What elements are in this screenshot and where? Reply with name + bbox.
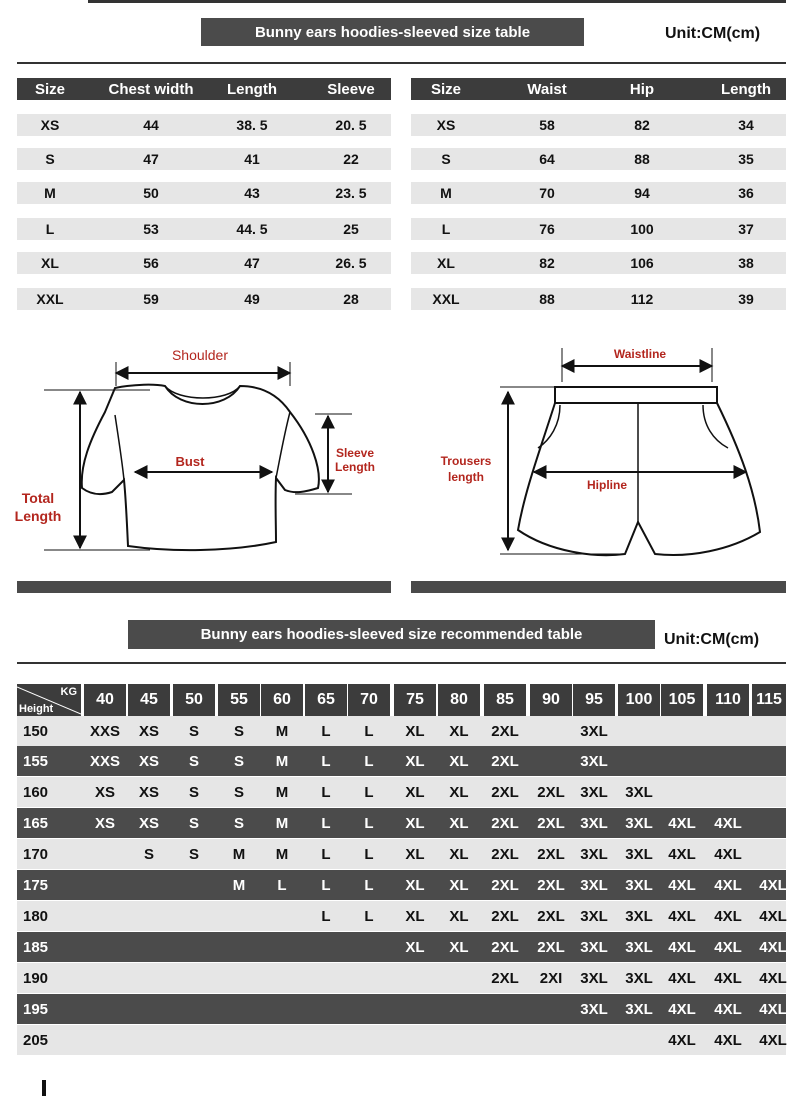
top-size-cell: 44. 5 — [236, 221, 268, 237]
recommend-size-cell: 3XL — [580, 969, 608, 987]
top-size-table — [17, 78, 391, 318]
trousers-length-label: Trousers length — [440, 454, 492, 484]
bottom-size-row — [411, 288, 786, 310]
recommend-size-cell: M — [275, 845, 289, 863]
corner-cell — [17, 684, 81, 716]
bottom-size-cell: 94 — [634, 185, 650, 201]
height-cell: 160 — [23, 783, 49, 801]
top-size-row — [17, 114, 391, 136]
bottom-size-header-cell: Length — [721, 80, 771, 98]
recommend-size-cell: XS — [138, 722, 159, 740]
weight-header-cell: 85 — [484, 684, 526, 716]
recommend-row — [17, 870, 786, 900]
top-size-cell: 44 — [143, 117, 159, 133]
recommend-size-cell: S — [233, 722, 244, 740]
recommend-size-cell: XS — [138, 783, 159, 801]
bottom-size-table — [411, 78, 786, 318]
top-size-cell: 41 — [244, 151, 260, 167]
recommend-size-cell: XL — [449, 722, 469, 740]
recommend-size-cell: 4XL — [759, 938, 787, 956]
bottom-size-row — [411, 148, 786, 170]
recommend-size-cell: 3XL — [580, 814, 608, 832]
recommend-size-cell: 3XL — [625, 938, 653, 956]
height-cell: 185 — [23, 938, 49, 956]
recommend-unit-label: Unit:CM(cm) — [664, 631, 760, 648]
bottom-size-cell: 37 — [738, 221, 754, 237]
bottom-size-row — [411, 218, 786, 240]
recommend-size-cell: M — [275, 783, 289, 801]
size-table-title: Bunny ears hoodies-sleeved size table — [201, 18, 584, 46]
recommend-size-cell: M — [275, 752, 289, 770]
top-size-cell: 38. 5 — [236, 117, 268, 133]
recommend-row — [17, 932, 786, 962]
recommend-size-cell: XL — [405, 722, 425, 740]
recommend-size-cell: XL — [405, 876, 425, 894]
shoulder-label: Shoulder — [171, 347, 229, 363]
recommend-size-cell: 2XI — [539, 969, 563, 987]
recommend-size-cell: XL — [449, 938, 469, 956]
bottom-size-cell: 35 — [738, 151, 754, 167]
recommend-size-cell: XS — [138, 752, 159, 770]
bottom-size-cell: 100 — [630, 221, 654, 237]
recommend-size-cell: 3XL — [625, 876, 653, 894]
bottom-mark — [42, 1080, 46, 1096]
recommend-size-cell: 2XL — [491, 752, 519, 770]
recommend-size-cell: L — [364, 845, 374, 863]
recommend-size-cell: 3XL — [625, 783, 653, 801]
recommend-size-cell: 4XL — [668, 814, 696, 832]
bottom-size-cell: 34 — [738, 117, 754, 133]
top-border-line — [88, 0, 786, 3]
recommend-size-cell: 2XL — [491, 722, 519, 740]
recommend-row — [17, 716, 786, 746]
recommend-size-cell: 3XL — [625, 814, 653, 832]
recommend-size-cell: M — [232, 845, 246, 863]
weight-header-cell: 80 — [438, 684, 480, 716]
bottom-size-header-row — [411, 78, 786, 100]
top-size-cell: XXL — [36, 291, 64, 307]
bottom-size-cell: 112 — [630, 291, 654, 307]
recommend-size-cell: 4XL — [668, 1000, 696, 1018]
bottom-size-cell: 64 — [539, 151, 555, 167]
bottom-size-cell: 82 — [634, 117, 650, 133]
recommend-size-cell: 3XL — [580, 1000, 608, 1018]
height-cell: 180 — [23, 907, 49, 925]
top-size-cell: 50 — [143, 185, 159, 201]
top-size-cell: 47 — [244, 255, 260, 271]
top-size-cell: 49 — [244, 291, 260, 307]
top-size-cell: 43 — [244, 185, 260, 201]
top-size-cell: 26. 5 — [335, 255, 367, 271]
recommend-size-cell: 4XL — [668, 907, 696, 925]
recommend-row — [17, 808, 786, 838]
recommend-size-cell: S — [188, 845, 199, 863]
height-cell: 175 — [23, 876, 49, 894]
top-size-cell: 53 — [143, 221, 159, 237]
bottom-size-cell: 88 — [634, 151, 650, 167]
hipline-label: Hipline — [586, 478, 627, 492]
recommend-size-cell: XL — [405, 814, 425, 832]
bottom-size-cell: S — [441, 151, 451, 167]
weight-header-cell: 70 — [348, 684, 390, 716]
total-length-label: Total Length — [14, 490, 62, 524]
weight-header-cell: 55 — [218, 684, 260, 716]
recommend-size-cell: 3XL — [580, 722, 608, 740]
top-size-row — [17, 218, 391, 240]
sleeve-length-label: Sleeve Length — [335, 446, 375, 474]
recommend-size-cell: 4XL — [714, 845, 742, 863]
recommend-size-cell: XL — [449, 814, 469, 832]
recommend-size-cell: 4XL — [714, 969, 742, 987]
top-size-cell: 59 — [143, 291, 159, 307]
recommend-size-cell: 2XL — [537, 814, 565, 832]
recommend-size-cell: XXS — [89, 752, 120, 770]
recommend-size-cell: 2XL — [491, 876, 519, 894]
bottom-size-cell: 36 — [738, 185, 754, 201]
height-cell: 190 — [23, 969, 49, 987]
weight-header-cell: 40 — [84, 684, 126, 716]
top-size-cell: L — [45, 221, 55, 237]
recommend-size-cell: 4XL — [668, 845, 696, 863]
recommend-size-cell: 3XL — [580, 783, 608, 801]
recommend-size-cell: 2XL — [537, 845, 565, 863]
top-size-cell: 23. 5 — [335, 185, 367, 201]
bottom-size-cell: XXL — [432, 291, 460, 307]
unit-label: Unit:CM(cm) — [665, 25, 761, 42]
recommend-size-cell: 4XL — [714, 938, 742, 956]
bottom-size-cell: 39 — [738, 291, 754, 307]
recommend-size-cell: L — [321, 814, 331, 832]
header-divider — [17, 62, 786, 64]
recommend-row — [17, 1025, 786, 1055]
recommend-row — [17, 963, 786, 993]
recommend-size-cell: L — [321, 783, 331, 801]
recommend-size-cell: XS — [94, 783, 115, 801]
bust-label: Bust — [175, 454, 205, 469]
top-size-row — [17, 182, 391, 204]
top-size-cell: 28 — [343, 291, 359, 307]
bottom-size-cell: 70 — [539, 185, 555, 201]
recommend-size-cell: 4XL — [759, 969, 787, 987]
bottom-size-cell: L — [441, 221, 451, 237]
bottom-size-cell: 82 — [539, 255, 555, 271]
recommend-size-cell: 4XL — [714, 1000, 742, 1018]
recommend-size-cell: 4XL — [714, 907, 742, 925]
right-separator-bar — [411, 581, 786, 593]
recommend-size-cell: L — [364, 876, 374, 894]
height-cell: 150 — [23, 722, 49, 740]
recommend-size-cell: 2XL — [537, 783, 565, 801]
top-size-header-cell: Size — [34, 80, 65, 98]
recommend-size-cell: 4XL — [668, 969, 696, 987]
recommend-row — [17, 777, 786, 807]
recommend-size-cell: S — [233, 752, 244, 770]
recommend-size-cell: 2XL — [537, 938, 565, 956]
recommend-size-cell: XL — [449, 752, 469, 770]
bottom-size-header-cell: Size — [430, 80, 461, 98]
recommend-size-cell: 2XL — [491, 969, 519, 987]
recommend-size-cell: S — [188, 783, 199, 801]
recommend-size-cell: L — [321, 752, 331, 770]
top-size-cell: XL — [41, 255, 59, 271]
recommend-size-cell: 4XL — [714, 876, 742, 894]
bottom-size-cell: 58 — [539, 117, 555, 133]
weight-header-cell: 100 — [618, 684, 660, 716]
recommend-size-cell: 3XL — [580, 845, 608, 863]
bottom-size-row — [411, 252, 786, 274]
weight-header-cell: 95 — [573, 684, 615, 716]
recommend-size-cell: L — [321, 722, 331, 740]
recommend-size-cell: S — [233, 783, 244, 801]
recommend-size-cell: XS — [94, 814, 115, 832]
recommend-table-title: Bunny ears hoodies-sleeved size recommended table — [128, 620, 655, 649]
recommend-size-cell: 4XL — [759, 1000, 787, 1018]
weight-header-cell: 90 — [530, 684, 572, 716]
recommend-size-cell: 3XL — [580, 876, 608, 894]
recommend-size-cell: XXS — [89, 722, 120, 740]
recommend-size-cell: XL — [405, 783, 425, 801]
recommend-size-cell: XL — [449, 907, 469, 925]
recommend-size-cell: XL — [449, 783, 469, 801]
recommend-row — [17, 901, 786, 931]
bottom-size-cell: 76 — [539, 221, 555, 237]
recommend-size-cell: 3XL — [580, 938, 608, 956]
weight-header-cell: 115 — [752, 684, 786, 716]
bottom-size-cell: 88 — [539, 291, 555, 307]
recommend-size-cell: XL — [405, 752, 425, 770]
recommend-size-cell: L — [364, 907, 374, 925]
top-size-cell: 56 — [143, 255, 159, 271]
recommend-size-cell: XL — [449, 845, 469, 863]
recommend-size-cell: 4XL — [668, 876, 696, 894]
recommend-row — [17, 746, 786, 776]
recommend-size-cell: 3XL — [625, 907, 653, 925]
bottom-size-cell: M — [440, 185, 452, 201]
bottom-size-cell: XL — [437, 255, 455, 271]
recommend-row — [17, 839, 786, 869]
height-cell: 165 — [23, 814, 49, 832]
weight-header-cell: 105 — [661, 684, 703, 716]
recommend-size-cell: 3XL — [625, 1000, 653, 1018]
bottom-size-cell: 38 — [738, 255, 754, 271]
height-cell: 155 — [23, 752, 49, 770]
recommend-size-cell: L — [364, 783, 374, 801]
recommend-size-cell: S — [233, 814, 244, 832]
recommend-size-cell: S — [143, 845, 154, 863]
recommend-size-cell: 2XL — [491, 938, 519, 956]
weight-header-cell: 50 — [173, 684, 215, 716]
top-size-cell: 47 — [143, 151, 159, 167]
top-size-row — [17, 252, 391, 274]
top-size-row — [17, 148, 391, 170]
recommend-size-cell: 4XL — [668, 938, 696, 956]
recommend-size-cell: L — [277, 876, 287, 894]
weight-header-cell: 65 — [305, 684, 347, 716]
weight-header-cell: 45 — [128, 684, 170, 716]
recommend-size-cell: 2XL — [491, 783, 519, 801]
waistline-label: Waistline — [613, 347, 667, 361]
bottom-size-row — [411, 182, 786, 204]
bottom-size-cell: XS — [436, 117, 456, 133]
recommend-size-cell: 3XL — [580, 907, 608, 925]
recommend-size-cell: L — [364, 752, 374, 770]
waistband — [555, 387, 717, 403]
top-size-header-row — [17, 78, 391, 100]
recommend-size-cell: 2XL — [491, 845, 519, 863]
recommend-size-cell: 4XL — [759, 876, 787, 894]
recommend-size-cell: 2XL — [537, 876, 565, 894]
recommend-size-cell: S — [188, 752, 199, 770]
recommend-size-cell: M — [275, 722, 289, 740]
recommend-size-cell: S — [188, 814, 199, 832]
weight-header-cell: 75 — [394, 684, 436, 716]
recommend-row — [17, 994, 786, 1024]
top-size-cell: S — [45, 151, 55, 167]
bottom-size-row — [411, 114, 786, 136]
recommend-size-cell: XL — [405, 845, 425, 863]
recommend-size-cell: XL — [449, 876, 469, 894]
top-size-cell: 22 — [343, 151, 359, 167]
weight-header-cell: 110 — [707, 684, 749, 716]
recommend-size-cell: M — [232, 876, 246, 894]
recommend-size-cell: 4XL — [759, 1031, 787, 1049]
corner-kg-label: KG — [60, 686, 77, 698]
height-cell: 195 — [23, 1000, 49, 1018]
left-separator-bar — [17, 581, 391, 593]
recommend-size-cell: XS — [138, 814, 159, 832]
recommend-size-cell: XL — [405, 938, 425, 956]
bottom-size-header-cell: Hip — [629, 80, 655, 98]
recommend-size-cell: 4XL — [714, 1031, 742, 1049]
corner-height-label: Height — [19, 703, 54, 715]
recommend-size-cell: 2XL — [537, 907, 565, 925]
recommend-size-cell: 3XL — [580, 752, 608, 770]
recommend-size-cell: 4XL — [668, 1031, 696, 1049]
recommend-size-cell: S — [188, 722, 199, 740]
recommend-size-cell: L — [321, 876, 331, 894]
recommend-size-cell: 4XL — [759, 907, 787, 925]
top-size-header-cell: Chest width — [108, 80, 194, 98]
top-size-cell: 25 — [343, 221, 359, 237]
height-cell: 205 — [23, 1031, 49, 1049]
height-cell: 170 — [23, 845, 49, 863]
top-size-header-cell: Length — [227, 80, 277, 98]
recommend-size-cell: 2XL — [491, 814, 519, 832]
recommend-size-cell: 3XL — [625, 969, 653, 987]
top-size-header-cell: Sleeve — [327, 80, 375, 98]
recommend-size-cell: L — [321, 907, 331, 925]
recommend-size-cell: M — [275, 814, 289, 832]
bottom-size-header-cell: Waist — [527, 80, 567, 98]
top-size-row — [17, 288, 391, 310]
recommend-size-cell: XL — [405, 907, 425, 925]
top-size-cell: 20. 5 — [335, 117, 367, 133]
recommend-size-cell: 4XL — [714, 814, 742, 832]
top-size-cell: XS — [40, 117, 60, 133]
recommend-size-cell: 3XL — [625, 845, 653, 863]
recommend-size-cell: L — [364, 722, 374, 740]
recommend-size-cell: L — [364, 814, 374, 832]
recommend-size-cell: 2XL — [491, 907, 519, 925]
top-size-cell: M — [44, 185, 56, 201]
recommend-divider — [17, 662, 786, 664]
recommend-size-cell: L — [321, 845, 331, 863]
bottom-size-cell: 106 — [630, 255, 654, 271]
weight-header-cell: 60 — [261, 684, 303, 716]
